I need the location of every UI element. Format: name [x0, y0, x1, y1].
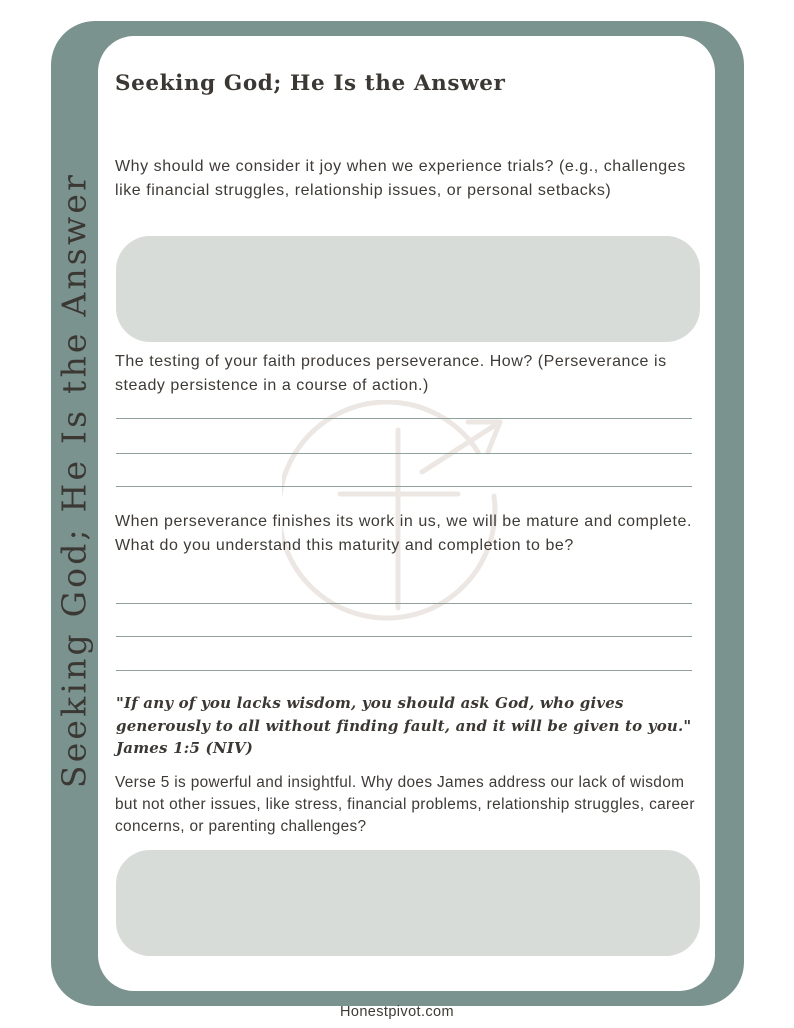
question-4: Verse 5 is powerful and insightful. Why does James address our lack of wisdom but not other issues, like stress, financial problems, relationship struggles, career concerns, or parenting challenges? [115, 774, 695, 835]
question-2: The testing of your faith produces perseverance. How? (Perseverance is steady persistence in a course of action.) [115, 353, 667, 394]
answer-line[interactable] [116, 486, 692, 487]
answer-line[interactable] [116, 670, 692, 671]
answer-line[interactable] [116, 603, 692, 604]
answer-box-2[interactable] [116, 850, 700, 956]
footer-website: Honestpivot.com [340, 1004, 454, 1020]
side-title-text: Seeking God; He Is the Answer [54, 171, 94, 789]
answer-box-1[interactable] [116, 236, 700, 342]
answer-line[interactable] [116, 418, 692, 419]
scripture-quote: "If any of you lacks wisdom, you should ask God, who gives generously to all without finding fault, and it will be given to you." James 1:5 (NIV) [116, 694, 692, 757]
question-1: Why should we consider it joy when we experience trials? (e.g., challenges like financial struggles, relationship issues, or personal setbacks) [115, 158, 686, 199]
answer-line[interactable] [116, 636, 692, 637]
question-3: When perseverance finishes its work in us, we will be mature and complete. What do you understand this maturity and completion to be? [115, 513, 692, 554]
page-title: Seeking God; He Is the Answer [115, 71, 506, 96]
answer-line[interactable] [116, 453, 692, 454]
